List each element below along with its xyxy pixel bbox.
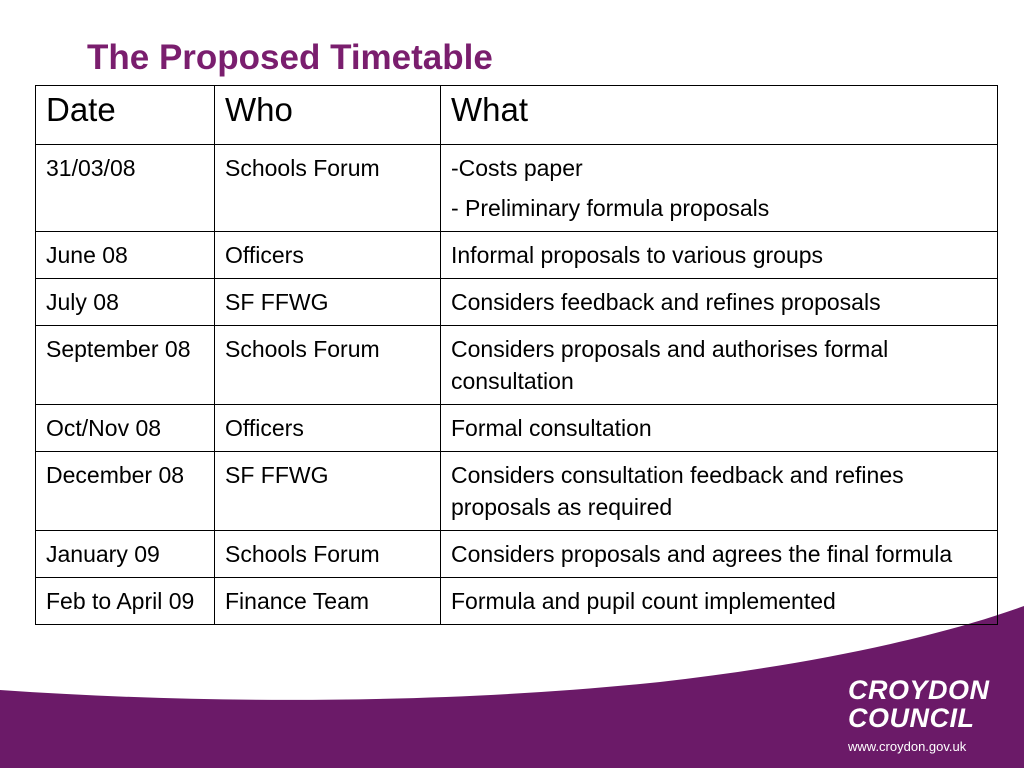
table-row	[36, 578, 998, 625]
what-cell: Formal consultation	[441, 405, 998, 452]
date-cell: January 09	[36, 531, 215, 578]
date-cell: July 08	[36, 279, 215, 326]
who-cell: Schools Forum	[215, 145, 441, 232]
what-line: -Costs paper	[451, 155, 583, 181]
who-cell: Officers	[215, 232, 441, 279]
table-row	[36, 145, 998, 232]
table-row	[36, 232, 998, 279]
logo-line-council: COUNCIL	[848, 703, 975, 733]
table-row	[36, 279, 998, 326]
what-cell: Formula and pupil count implemented	[441, 578, 998, 625]
table-row	[36, 452, 998, 531]
date-cell: Feb to April 09	[36, 578, 215, 625]
website-url: www.croydon.gov.uk	[848, 739, 967, 754]
what-cell: Considers feedback and refines proposals	[441, 279, 998, 326]
who-cell: Finance Team	[215, 578, 441, 625]
what-line: - Preliminary formula proposals	[451, 195, 770, 221]
what-cell: Considers consultation feedback and refines proposals as required	[441, 452, 998, 531]
logo-line-croydon: CROYDON	[848, 675, 990, 705]
column-header-date: Date	[36, 86, 215, 145]
croydon-council-logo	[848, 676, 990, 754]
who-cell: Schools Forum	[215, 531, 441, 578]
table-row	[36, 531, 998, 578]
who-cell: SF FFWG	[215, 452, 441, 531]
column-header-what: What	[441, 86, 998, 145]
what-cell: Considers proposals and authorises formal consultation	[441, 326, 998, 405]
table-row	[36, 326, 998, 405]
date-cell: December 08	[36, 452, 215, 531]
date-cell: September 08	[36, 326, 215, 405]
column-header-who: Who	[215, 86, 441, 145]
who-cell: Schools Forum	[215, 326, 441, 405]
what-cell	[441, 145, 998, 232]
page-title: The Proposed Timetable	[87, 38, 493, 77]
what-cell: Considers proposals and agrees the final formula	[441, 531, 998, 578]
date-cell: 31/03/08	[36, 145, 215, 232]
who-cell: SF FFWG	[215, 279, 441, 326]
who-cell: Officers	[215, 405, 441, 452]
date-cell: Oct/Nov 08	[36, 405, 215, 452]
date-cell: June 08	[36, 232, 215, 279]
timetable	[35, 85, 998, 625]
what-cell: Informal proposals to various groups	[441, 232, 998, 279]
table-row	[36, 405, 998, 452]
table-header-row	[36, 86, 998, 145]
